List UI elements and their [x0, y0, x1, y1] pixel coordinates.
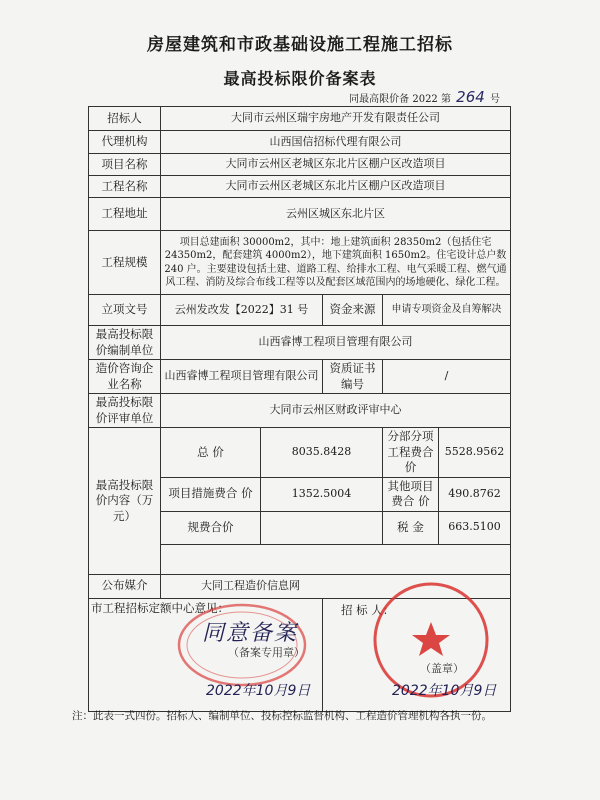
label-tenderer: 招标人 — [89, 107, 161, 131]
value-fund-source: 申请专项资金及自筹解决 — [383, 295, 511, 326]
label-subitem: 分部分项工程费合价 — [383, 428, 439, 478]
label-fund-source: 资金来源 — [323, 295, 383, 326]
row-project-name — [89, 154, 511, 176]
label-media: 公布媒介 — [89, 574, 161, 598]
row-consultant — [89, 360, 511, 394]
row-agency — [89, 131, 511, 154]
label-compiler: 最高投标限价编制单位 — [89, 326, 161, 360]
record-number: 264 — [456, 88, 485, 106]
row-compiler — [89, 326, 511, 360]
row-scale — [89, 231, 511, 295]
footer-note: 注：此表一式四份。招标人、编制单位、投标控标监督机构、工程造价管理机构各执一份。 — [72, 710, 492, 722]
tenderer-date: 2022年10月9日 — [392, 683, 497, 699]
row-work-name — [89, 176, 511, 198]
tenderer-seal-note: （盖章） — [420, 662, 464, 675]
label-scale: 工程规模 — [89, 231, 161, 295]
label-fees: 规费合价 — [161, 511, 261, 544]
value-tenderer: 大同市云州区瑞宇房地产开发有限责任公司 — [161, 107, 511, 131]
value-reviewer: 大同市云州区财政评审中心 — [161, 394, 511, 428]
value-project-name: 大同市云州区老城区东北片区棚户区改造项目 — [161, 154, 511, 176]
content-blank — [161, 544, 511, 574]
handwritten-approval: 同意备案 — [202, 621, 299, 646]
label-content: 最高投标限价内容（万元） — [89, 428, 161, 575]
value-consultant: 山西睿博工程项目管理有限公司 — [161, 360, 323, 394]
label-agency: 代理机构 — [89, 131, 161, 154]
label-tax: 税 金 — [383, 511, 439, 544]
row-tenderer — [89, 107, 511, 131]
record-number-line — [349, 88, 500, 106]
label-work-name: 工程名称 — [89, 176, 161, 198]
value-tax: 663.5100 — [439, 511, 511, 544]
label-other: 其他项目费合 价 — [383, 477, 439, 511]
label-project-name: 项目名称 — [89, 154, 161, 176]
label-location: 工程地址 — [89, 198, 161, 231]
value-approval: 云州发改发【2022】31 号 — [161, 295, 323, 326]
value-media: 大同工程造价信息网 — [161, 574, 511, 598]
office-date: 2022年10月9日 — [206, 683, 311, 699]
value-compiler: 山西睿博工程项目管理有限公司 — [161, 326, 511, 360]
label-cert-number: 资质证书编号 — [323, 360, 383, 394]
value-work-name: 大同市云州区老城区东北片区棚户区改造项目 — [161, 176, 511, 198]
value-other: 490.8762 — [439, 477, 511, 511]
opinion-office-label: 市工程招标定额中心意见： — [91, 600, 229, 615]
value-location: 云州区城区东北片区 — [161, 198, 511, 231]
record-prefix: 同最高限价备 2022 第 — [349, 94, 451, 105]
value-subitem: 5528.9562 — [439, 428, 511, 478]
value-agency: 山西国信招标代理有限公司 — [161, 131, 511, 154]
row-reviewer — [89, 394, 511, 428]
row-approval — [89, 295, 511, 326]
value-cert-number: / — [383, 360, 511, 394]
opinion-tenderer-label: 招 标 人： — [341, 602, 395, 617]
label-reviewer: 最高投标限价评审单位 — [89, 394, 161, 428]
record-suffix: 号 — [490, 94, 500, 105]
value-total: 8035.8428 — [261, 428, 383, 478]
label-approval: 立项文号 — [89, 295, 161, 326]
value-measures: 1352.5004 — [261, 477, 383, 511]
row-content-1 — [89, 428, 511, 478]
title-line-1: 房屋建筑和市政基础设施工程施工招标 — [147, 35, 453, 55]
value-fees — [261, 511, 383, 544]
office-seal-note: （备案专用章） — [228, 646, 305, 659]
row-location — [89, 198, 511, 231]
title-line-2: 最高投标限价备案表 — [223, 69, 377, 88]
value-scale: 项目总建面积 30000m2，其中：地上建筑面积 28350m2（包括住宅 24350m2，配套建筑 4000m2），地下建筑面积 1650m2。住宅设计总户数 240 户。主要建设包括土建、道路工程、给排水工程、电气采暖工程、燃气通风工程、消防及综合布线工程等以及配套区域范围内的场地硬化、绿化工程。 — [161, 231, 511, 295]
label-measures: 项目措施费合 价 — [161, 477, 261, 511]
label-total: 总 价 — [161, 428, 261, 478]
label-consultant: 造价咨询企业名称 — [89, 360, 161, 394]
